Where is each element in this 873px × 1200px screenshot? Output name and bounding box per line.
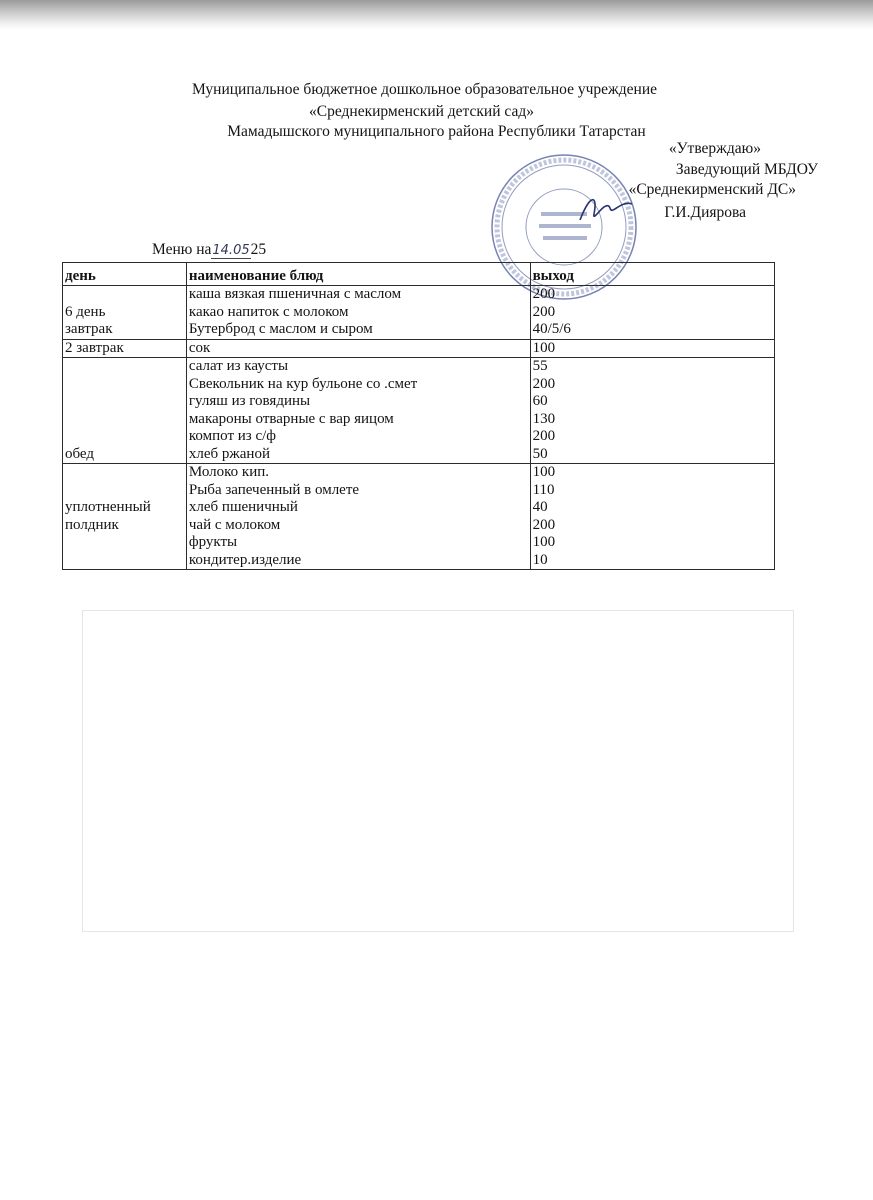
approval-position: Заведующий МБДОУ bbox=[675, 161, 818, 178]
scan-edge-shadow bbox=[0, 0, 873, 30]
org-name-line2: «Среднекирменский детский сад» bbox=[309, 103, 534, 120]
row-day bbox=[63, 339, 187, 358]
signature-icon bbox=[576, 190, 636, 230]
day-line: 2 завтрак bbox=[65, 339, 124, 356]
output-value: 60 bbox=[532, 393, 548, 409]
approval-signatory: Г.И.Диярова bbox=[664, 204, 746, 221]
row-day bbox=[63, 464, 187, 570]
org-name-line1: Муниципальное бюджетное дошкольное образовательное учреждение bbox=[192, 81, 657, 98]
table-row bbox=[63, 339, 775, 358]
row-dishes bbox=[186, 286, 530, 340]
row-day bbox=[63, 358, 187, 464]
day-line: полдник bbox=[65, 516, 119, 533]
table-row bbox=[63, 286, 775, 340]
dish-item: макароны отварные с вар яицом bbox=[188, 410, 394, 427]
table-row bbox=[63, 464, 775, 570]
row-dishes bbox=[186, 339, 530, 358]
dish-item: компот из с/ф bbox=[188, 428, 277, 444]
day-line: завтрак bbox=[65, 321, 113, 337]
dish-item: гуляш из говядины bbox=[188, 393, 311, 409]
menu-date-handwritten: 14.05 bbox=[212, 243, 250, 258]
output-value: 50 bbox=[532, 445, 548, 462]
output-value: 40 bbox=[532, 499, 548, 515]
output-value: 200 bbox=[532, 286, 556, 302]
output-value: 130 bbox=[532, 410, 556, 427]
output-value: 200 bbox=[532, 428, 556, 444]
dish-item: кондитер.изделие bbox=[188, 551, 302, 568]
row-outputs bbox=[530, 286, 774, 340]
output-value: 55 bbox=[532, 358, 548, 374]
output-value: 100 bbox=[532, 464, 556, 480]
row-day bbox=[63, 286, 187, 340]
dish-item: хлеб ржаной bbox=[188, 445, 270, 462]
org-name-line3: Мамадышского муниципального района Республики Татарстан bbox=[227, 123, 646, 140]
output-value: 200 bbox=[532, 516, 556, 533]
menu-title-year: 25 bbox=[250, 241, 267, 258]
day-line: уплотненный bbox=[65, 499, 151, 515]
output-value: 110 bbox=[532, 481, 555, 498]
output-value: 100 bbox=[532, 339, 556, 356]
output-value: 200 bbox=[532, 303, 556, 320]
table-header-row bbox=[63, 263, 775, 286]
dish-item: Свекольник на кур бульоне со .смет bbox=[188, 375, 418, 392]
output-value: 40/5/6 bbox=[532, 321, 571, 337]
dish-item: Бутерброд с маслом и сыром bbox=[188, 321, 373, 337]
row-dishes bbox=[186, 464, 530, 570]
approval-institution: «Среднекирменский ДС» bbox=[628, 181, 796, 198]
menu-title bbox=[152, 241, 266, 259]
dish-item: Молоко кип. bbox=[188, 464, 270, 480]
day-line: обед bbox=[65, 445, 95, 462]
menu-table bbox=[62, 262, 775, 570]
ghost-table-outline bbox=[82, 610, 794, 932]
dish-item: салат из каусты bbox=[188, 358, 289, 374]
header-dish: наименование блюд bbox=[186, 263, 530, 286]
dish-item: фрукты bbox=[188, 534, 238, 550]
row-outputs bbox=[530, 464, 774, 570]
dish-item: какао напиток с молоком bbox=[188, 303, 349, 320]
header-day: день bbox=[63, 263, 187, 286]
dish-item: Рыба запеченный в омлете bbox=[188, 481, 360, 498]
row-dishes bbox=[186, 358, 530, 464]
dish-item: чай с молоком bbox=[188, 516, 281, 533]
row-outputs bbox=[530, 339, 774, 358]
day-line: 6 день bbox=[65, 303, 106, 320]
dish-item: каша вязкая пшеничная с маслом bbox=[188, 286, 402, 302]
dish-item: сок bbox=[188, 339, 211, 356]
approval-heading: «Утверждаю» bbox=[668, 140, 761, 157]
output-value: 10 bbox=[532, 551, 548, 568]
output-value: 100 bbox=[532, 534, 556, 550]
menu-title-prefix: Меню на bbox=[152, 241, 212, 258]
row-outputs bbox=[530, 358, 774, 464]
table-row bbox=[63, 358, 775, 464]
dish-item: хлеб пшеничный bbox=[188, 499, 298, 515]
output-value: 200 bbox=[532, 375, 556, 392]
header-output: выход bbox=[530, 263, 774, 286]
